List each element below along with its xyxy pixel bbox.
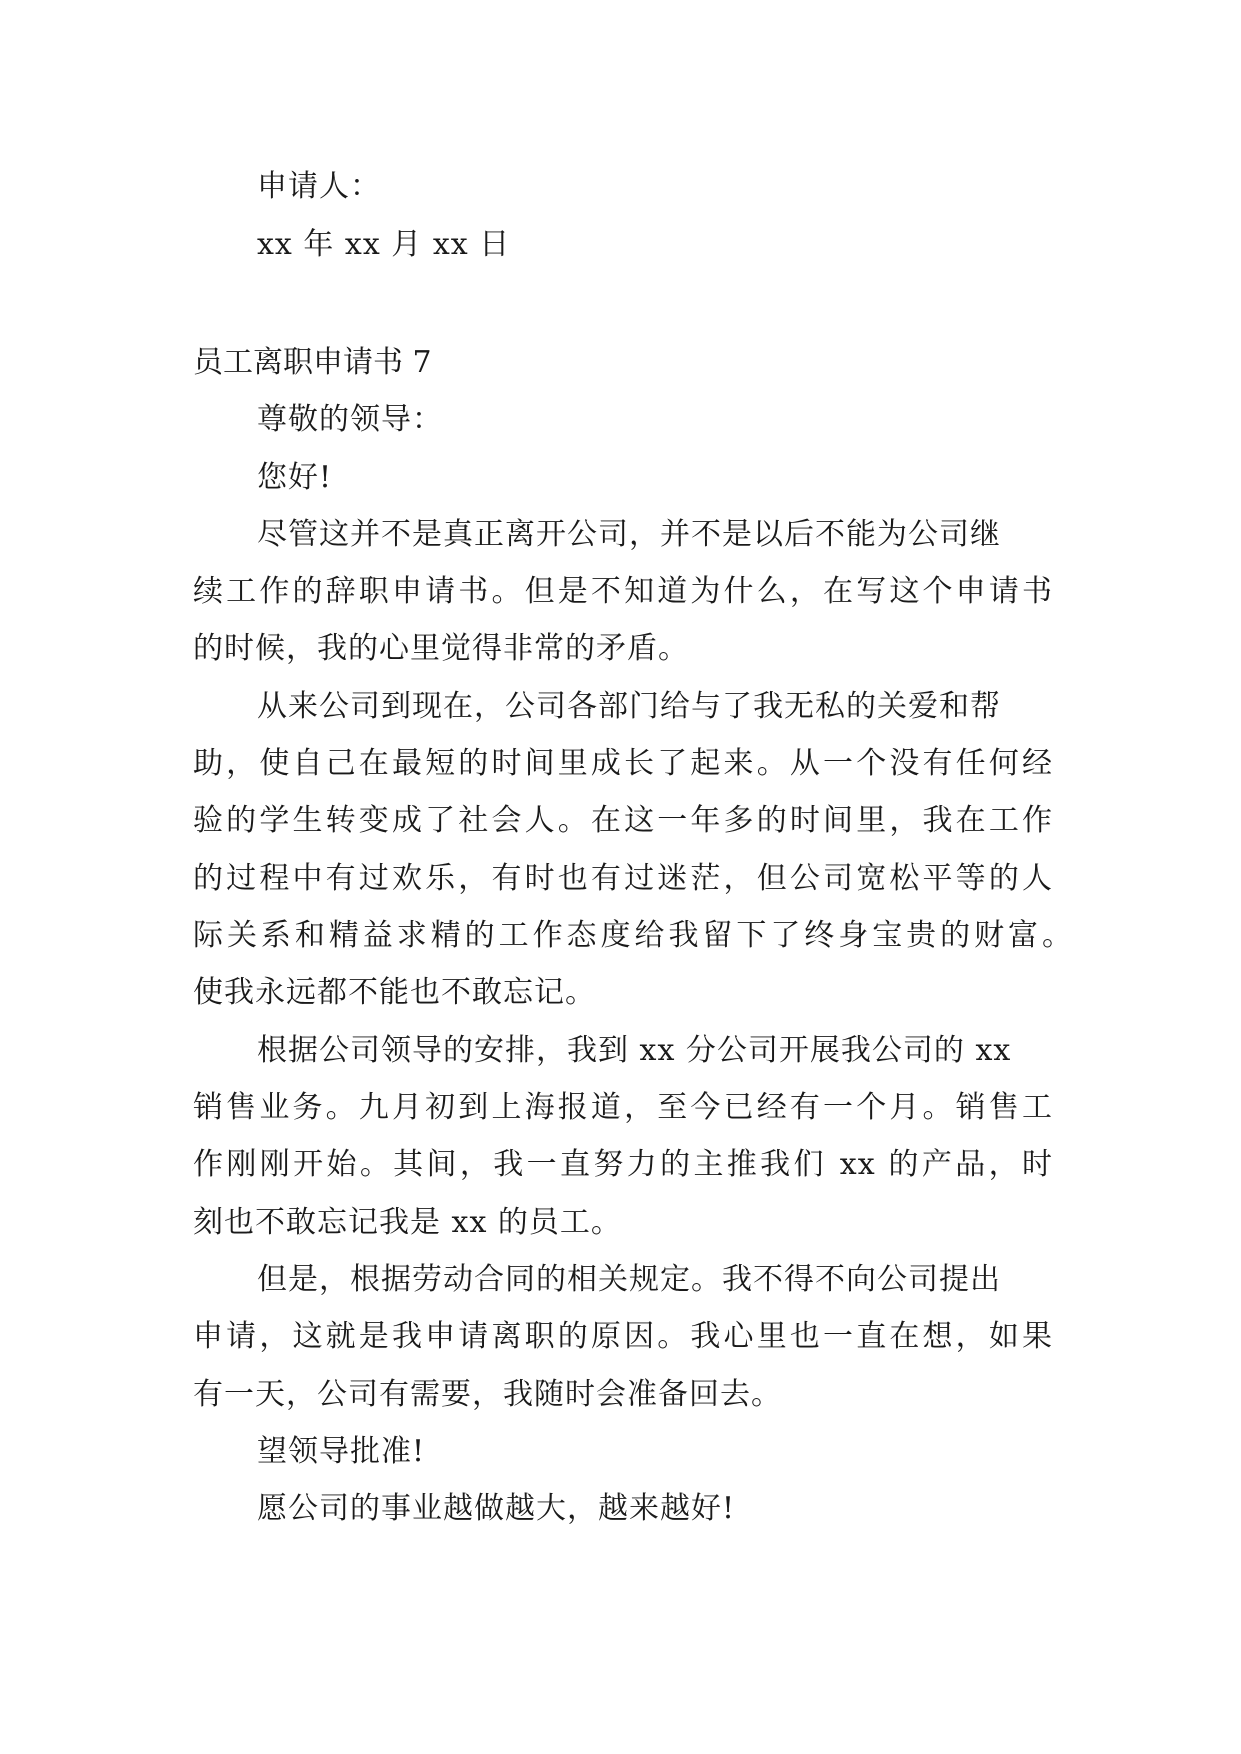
paragraph-3-line-3: 作刚刚开始。其间，我一直努力的主推我们 xx 的产品，时 — [193, 1147, 1053, 1182]
salutation: 尊敬的领导： — [257, 402, 443, 437]
greeting: 您好! — [257, 460, 333, 495]
paragraph-3-line-2: 销售业务。九月初到上海报道，至今已经有一个月。销售工 — [193, 1090, 1053, 1125]
paragraph-3-line-4: 刻也不敢忘记我是 xx 的员工。 — [193, 1205, 622, 1240]
wish-line: 愿公司的事业越做越大，越来越好! — [257, 1491, 736, 1526]
paragraph-4-line-2: 申请，这就是我申请离职的原因。我心里也一直在想，如果 — [193, 1319, 1053, 1354]
paragraph-1-line-3: 的时候，我的心里觉得非常的矛盾。 — [193, 631, 689, 666]
paragraph-2-line-5: 际关系和精益求精的工作态度给我留下了终身宝贵的财富。 — [193, 918, 1073, 953]
applicant-label: 申请人： — [257, 169, 381, 204]
paragraph-3-line-1: 根据公司领导的安排，我到 xx 分公司开展我公司的 xx — [257, 1033, 1012, 1068]
paragraph-2-line-6: 使我永远都不能也不敢忘记。 — [193, 975, 596, 1010]
paragraph-2-line-3: 验的学生转变成了社会人。在这一年多的时间里，我在工作 — [193, 803, 1053, 838]
paragraph-1-line-2: 续工作的辞职申请书。但是不知道为什么，在写这个申请书 — [193, 574, 1053, 609]
paragraph-4-line-3: 有一天，公司有需要，我随时会准备回去。 — [193, 1377, 782, 1412]
paragraph-2-line-1: 从来公司到现在，公司各部门给与了我无私的关爱和帮 — [257, 689, 1001, 724]
paragraph-4-line-1: 但是，根据劳动合同的相关规定。我不得不向公司提出 — [257, 1262, 1001, 1297]
request-line: 望领导批准! — [257, 1434, 426, 1469]
letter-title: 员工离职申请书 7 — [193, 345, 432, 380]
paragraph-1-line-1: 尽管这并不是真正离开公司，并不是以后不能为公司继 — [257, 517, 1001, 552]
paragraph-2-line-2: 助，使自己在最短的时间里成长了起来。从一个没有任何经 — [193, 746, 1053, 781]
date-line: xx 年 xx 月 xx 日 — [257, 227, 511, 262]
paragraph-2-line-4: 的过程中有过欢乐，有时也有过迷茫，但公司宽松平等的人 — [193, 861, 1053, 896]
